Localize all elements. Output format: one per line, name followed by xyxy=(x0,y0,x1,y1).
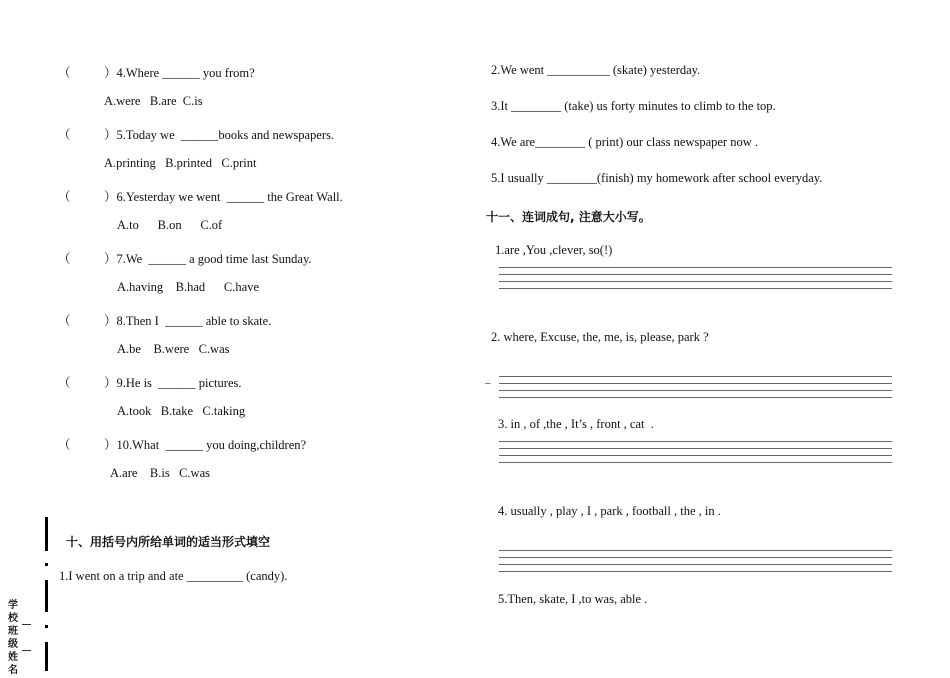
sentence-item-2: 2. where, Excuse, the, me, is, please, park ? xyxy=(491,330,709,344)
question-text: ）10.What ______ you doing,children? xyxy=(104,438,307,452)
margin-underline xyxy=(22,650,31,651)
binding-bar xyxy=(45,517,48,551)
fill-question-1: 1.I went on a trip and ate _________ (candy). xyxy=(59,569,288,583)
question-options: A.to B.on C.of xyxy=(117,218,223,232)
sentence-item-5: 5.Then, skate, I ,to was, able . xyxy=(498,592,648,606)
stray-dash: – xyxy=(485,377,491,389)
answer-paren[interactable]: （ xyxy=(58,438,71,452)
margin-label: 校 xyxy=(8,613,18,624)
margin-underline xyxy=(22,624,31,625)
question-text: ）7.We ______ a good time last Sunday. xyxy=(104,252,312,266)
fill-question-4: 4.We are________ ( print) our class newspaper now . xyxy=(491,135,758,149)
question-text: ）8.Then I ______ able to skate. xyxy=(104,314,272,328)
fill-question-5: 5.I usually ________(finish) my homework after school everyday. xyxy=(491,171,823,185)
question-text: ）9.He is ______ pictures. xyxy=(104,376,242,390)
answer-paren[interactable]: （ xyxy=(58,128,71,142)
question-options: A.be B.were C.was xyxy=(117,342,230,356)
margin-label: 名 xyxy=(8,665,18,676)
sentence-item-1: 1.are ,You ,clever, so(!) xyxy=(495,243,613,257)
binding-dot xyxy=(45,563,48,566)
answer-paren[interactable]: （ xyxy=(58,190,71,204)
question-text: ）6.Yesterday we went ______ the Great Wall. xyxy=(104,190,343,204)
binding-bar xyxy=(45,580,48,612)
answer-paren[interactable]: （ xyxy=(58,314,71,328)
sentence-item-3: 3. in , of ,the , It’s , front , cat . xyxy=(498,417,654,431)
binding-bar xyxy=(45,642,48,671)
section-11-title: 十一、连词成句, 注意大小写。 xyxy=(486,210,651,224)
margin-label: 姓 xyxy=(8,652,18,663)
question-options: A.printing B.printed C.print xyxy=(104,156,257,170)
question-options: A.took B.take C.taking xyxy=(117,404,246,418)
margin-label: 学 xyxy=(8,600,18,611)
fill-question-2: 2.We went __________ (skate) yesterday. xyxy=(491,63,701,77)
answer-paren[interactable]: （ xyxy=(58,252,71,266)
margin-label: 级 xyxy=(8,639,18,650)
fill-question-3: 3.It ________ (take) us forty minutes to climb to the top. xyxy=(491,99,776,113)
binding-dot xyxy=(45,625,48,628)
margin-label: 班 xyxy=(8,626,18,637)
question-text: ）4.Where ______ you from? xyxy=(104,66,255,80)
question-options: A.having B.had C.have xyxy=(117,280,259,294)
sentence-item-4: 4. usually , play , I , park , football , the , in . xyxy=(498,504,721,518)
question-options: A.are B.is C.was xyxy=(110,466,210,480)
question-text: ）5.Today we ______books and newspapers. xyxy=(104,128,334,142)
question-options: A.were B.are C.is xyxy=(104,94,203,108)
section-10-title: 十、用括号内所给单词的适当形式填空 xyxy=(66,535,271,549)
answer-paren[interactable]: （ xyxy=(58,376,71,390)
answer-paren[interactable]: （ xyxy=(58,66,71,80)
